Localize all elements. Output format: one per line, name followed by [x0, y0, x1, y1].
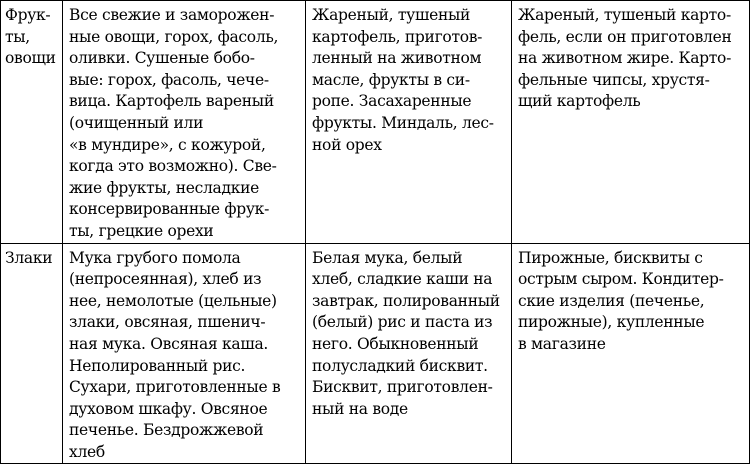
text-line: Жареный, тушеный карто- [518, 6, 731, 24]
text-line: в магазине [518, 334, 606, 353]
moderate-cell [306, 243, 512, 464]
text-line: ленный на животном [312, 49, 482, 68]
text-line: фрукты. Миндаль, лес- [312, 113, 494, 132]
text-line: Неполированный рис. [69, 356, 246, 375]
text-line: Белая мука, белый [312, 248, 463, 267]
text-line: злаки, овсяная, пшенич- [69, 313, 266, 332]
text-line: (очищенный или [69, 113, 204, 132]
text-line: масле, фрукты в си- [312, 70, 470, 89]
text-line: щий картофель [518, 92, 641, 111]
avoid-cell [512, 243, 750, 464]
text-line: ты, [5, 27, 30, 46]
text-line: ной орех [312, 135, 382, 154]
text-line: Мука грубого помола [69, 248, 241, 267]
text-line: полусладкий бисквит. [312, 356, 488, 375]
text-line: картофель, приготов- [312, 27, 483, 46]
text-line: жие фрукты, несладкие [69, 178, 260, 197]
text-line: хлеб, сладкие каши на [312, 270, 493, 289]
text-line: хлеб [69, 442, 105, 461]
text-line: Жареный, тушеный [312, 6, 471, 24]
text-line: Фрук- [5, 6, 51, 24]
category-cell [1, 243, 63, 464]
text-line: фель, если он приготовлен [518, 27, 732, 46]
text-line: овощи [5, 49, 56, 68]
text-line: Пирожные, бисквиты с [518, 248, 703, 267]
text-line: ские изделия (печенье, [518, 291, 705, 310]
text-line: ты, грецкие орехи [69, 221, 214, 240]
text-line: завтрак, полированный [312, 291, 500, 310]
text-line: вые: горох, фасоль, чече- [69, 70, 269, 89]
text-line: печенье. Бездрожжевой [69, 421, 264, 440]
text-line: «в мундире», с кожурой, [69, 135, 266, 154]
text-line: острым сыром. Кондитер- [518, 270, 724, 289]
text-line: Все свежие и заморожен- [69, 6, 275, 24]
table-row [1, 1, 750, 244]
text-line: ропе. Засахаренные [312, 92, 472, 111]
text-line: (непросеянная), хлеб из [69, 270, 262, 289]
text-line: ная мука. Овсяная каша. [69, 334, 269, 353]
text-line: на животном жире. Карто- [518, 49, 732, 68]
text-line: ные овощи, горох, фасоль, [69, 27, 279, 46]
moderate-cell [306, 1, 512, 244]
text-line: когда это возможно). Све- [69, 157, 277, 176]
category-cell [1, 1, 63, 244]
text-line: Злаки [5, 248, 53, 267]
text-line: консервированные фрук- [69, 200, 270, 219]
text-line: него. Обыкновенный [312, 334, 479, 353]
text-line: вица. Картофель вареный [69, 92, 274, 111]
recommended-cell [63, 1, 306, 244]
text-line: нее, немолотые (цельные) [69, 291, 277, 310]
text-line: духовом шкафу. Овсяное [69, 399, 268, 418]
text-line: Бисквит, приготовлен- [312, 378, 493, 397]
text-line: фельные чипсы, хрустя- [518, 70, 710, 89]
text-line: Сухари, приготовленные в [69, 378, 281, 397]
table-row [1, 243, 750, 464]
avoid-cell [512, 1, 750, 244]
recommended-cell [63, 243, 306, 464]
text-line: (белый) рис и паста из [312, 313, 493, 332]
text-line: оливки. Сушеные бобо- [69, 49, 255, 68]
text-line: пирожные), купленные [518, 313, 705, 332]
text-line: ный на воде [312, 399, 408, 418]
